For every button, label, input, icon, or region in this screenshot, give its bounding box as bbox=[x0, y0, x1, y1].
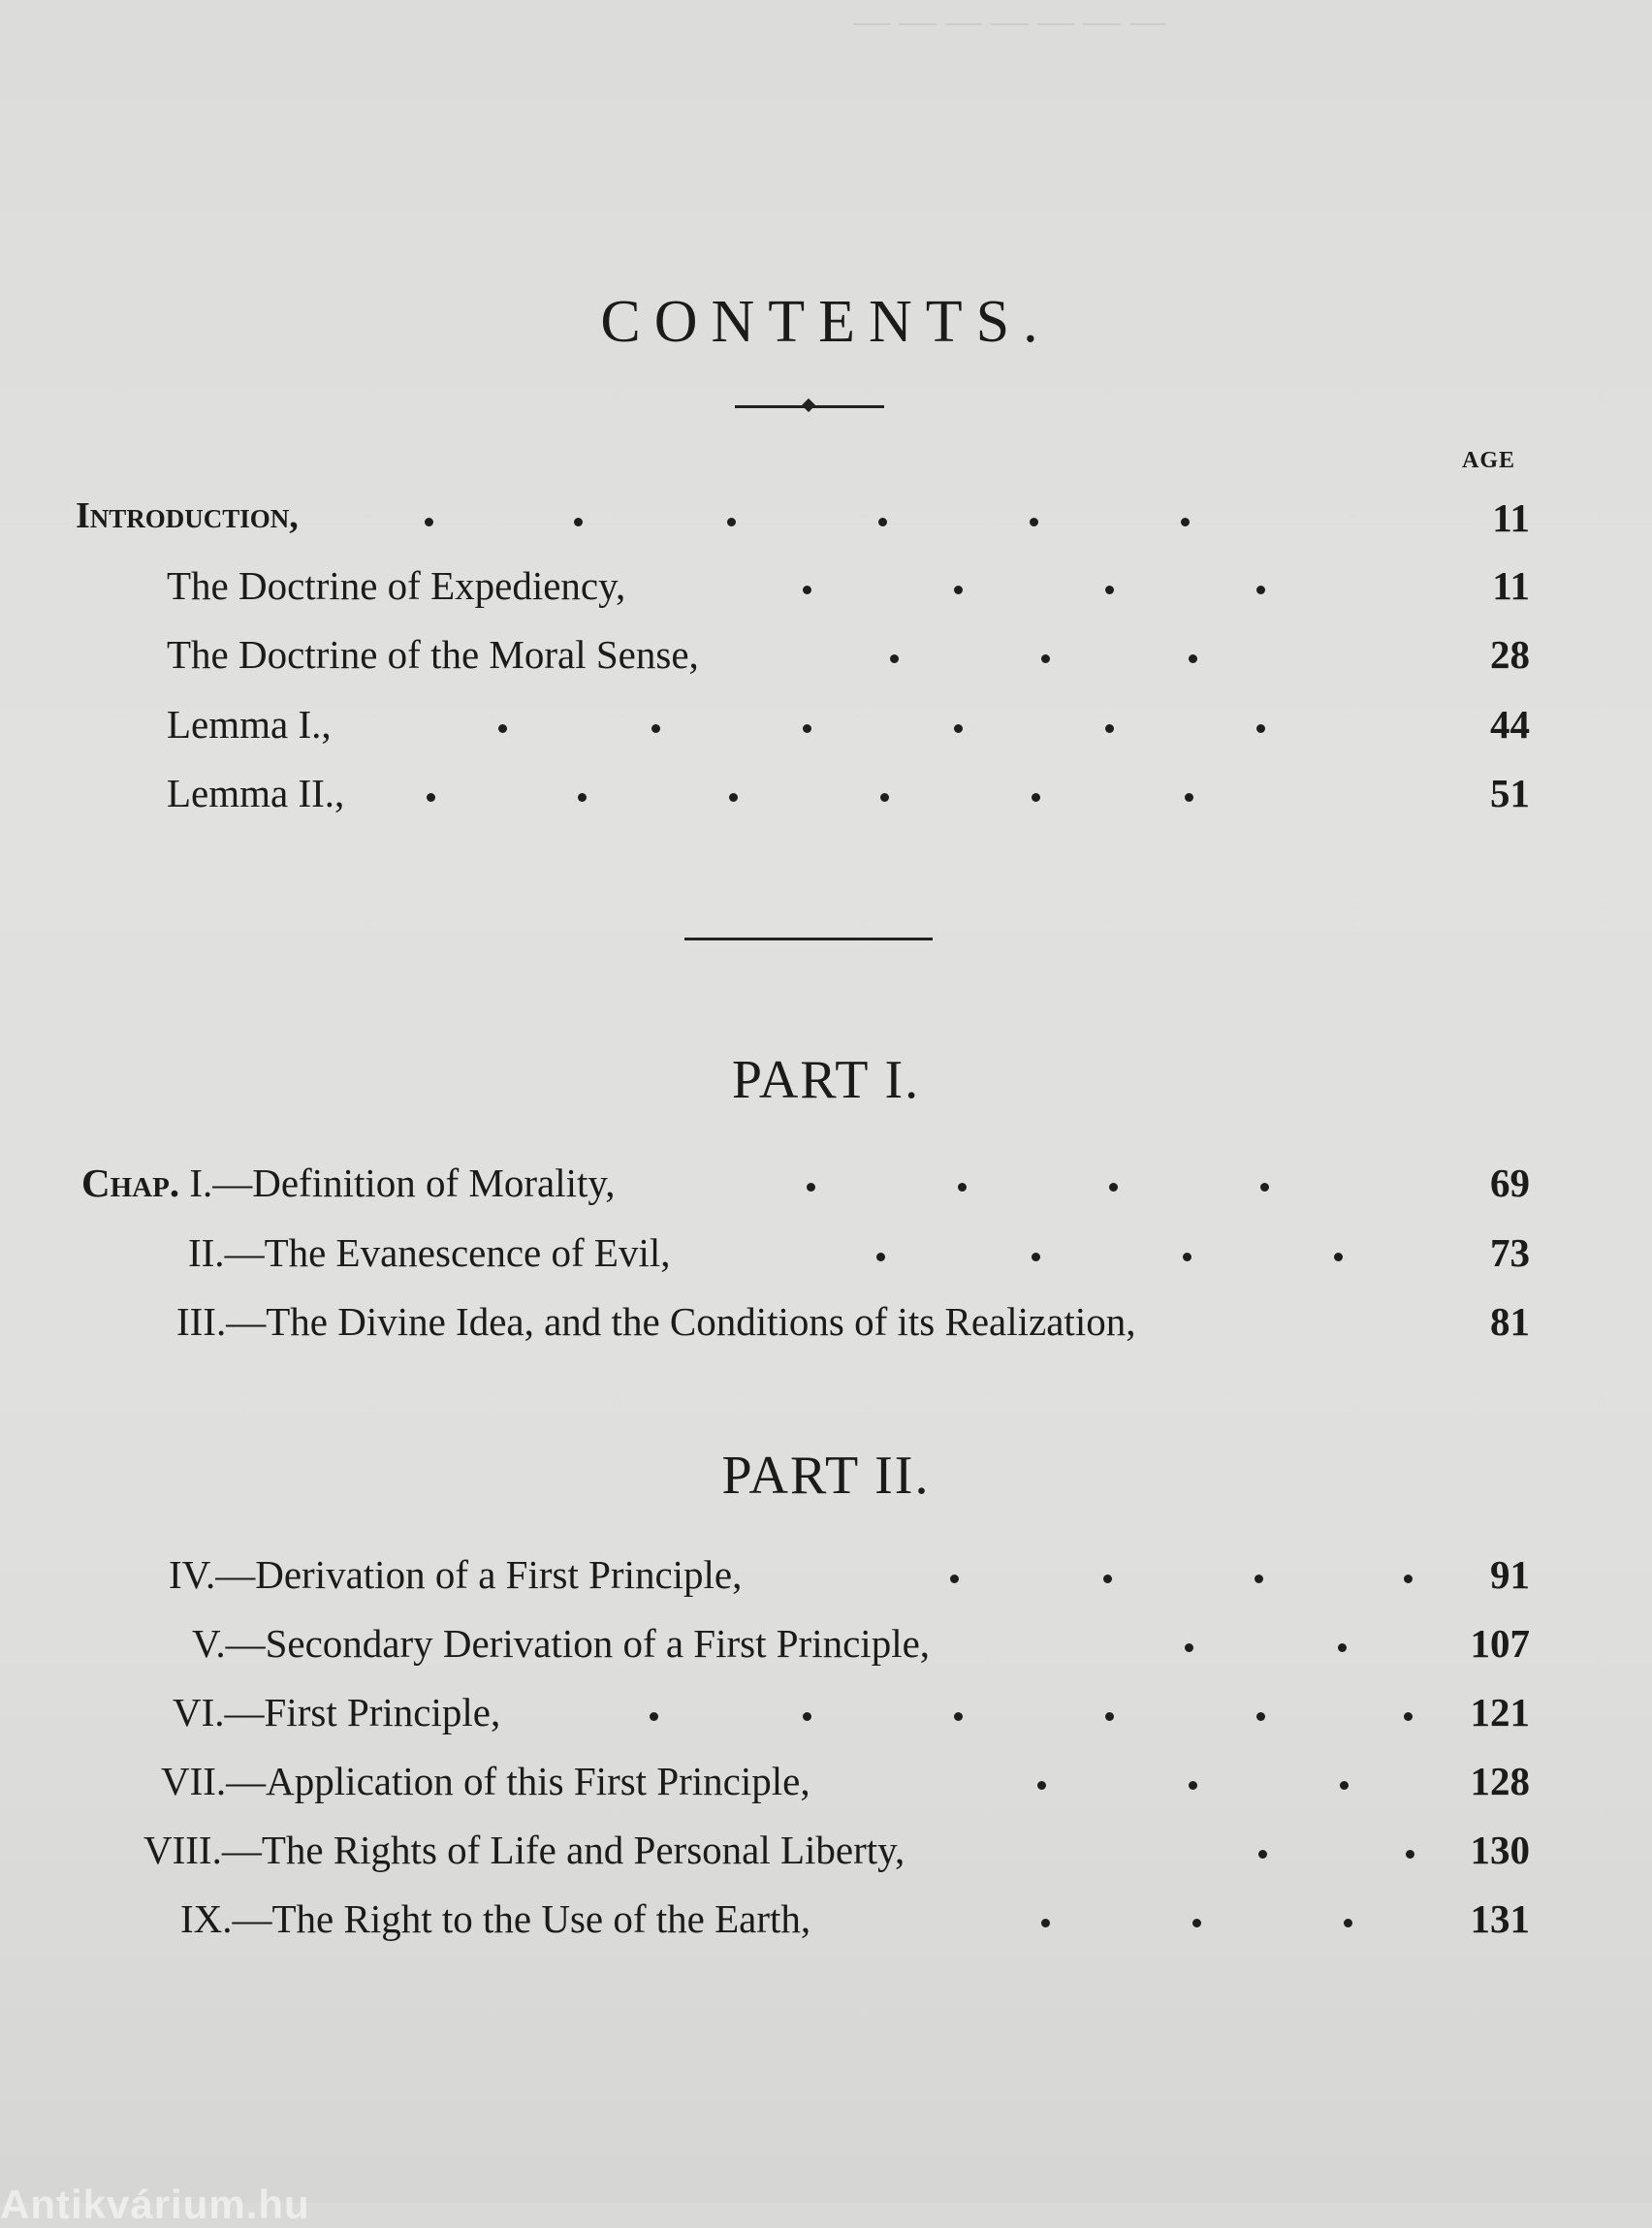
leader-dot bbox=[727, 518, 736, 526]
toc-entry-label bbox=[188, 1229, 670, 1276]
page-title: CONTENTS. bbox=[600, 288, 1052, 355]
toc-entry-label bbox=[161, 1758, 810, 1804]
chapter-title: —Definition of Morality, bbox=[212, 1161, 616, 1205]
toc-entry bbox=[0, 1689, 1652, 1747]
chapter-number: VII. bbox=[161, 1759, 227, 1803]
page-column-header: AGE bbox=[1462, 448, 1516, 473]
leader-dot bbox=[498, 724, 507, 733]
watermark: Antikvárium.hu bbox=[0, 2181, 310, 2227]
leader-dot bbox=[1255, 1575, 1263, 1583]
chapter-number: I. bbox=[189, 1161, 213, 1205]
toc-entry bbox=[0, 562, 1652, 621]
toc-entry-label: Lemma I., bbox=[167, 702, 332, 747]
leader-dot bbox=[1105, 1712, 1114, 1721]
toc-entry-label bbox=[173, 1689, 500, 1735]
leader-dot bbox=[425, 518, 433, 526]
leader-dot bbox=[1032, 1253, 1040, 1261]
chapter-title: —The Divine Idea, and the Conditions of its Realization, bbox=[226, 1299, 1136, 1344]
toc-entry bbox=[0, 1895, 1652, 1954]
leader-dot bbox=[427, 793, 435, 802]
part-heading: PART I. bbox=[731, 1050, 921, 1110]
leader-dot bbox=[1404, 1575, 1413, 1583]
toc-page-number: 51 bbox=[1490, 771, 1530, 815]
leader-dot bbox=[1041, 1919, 1050, 1927]
leader-dot bbox=[1185, 793, 1193, 802]
leader-dot bbox=[1105, 724, 1114, 733]
leader-dot bbox=[1344, 1919, 1352, 1927]
leader-dot bbox=[1340, 1781, 1349, 1790]
leader-dot bbox=[729, 793, 738, 802]
toc-page-number: 11 bbox=[1492, 563, 1530, 608]
leader-dot bbox=[1406, 1850, 1414, 1859]
leader-dot bbox=[1260, 1183, 1269, 1192]
leader-dot bbox=[803, 724, 811, 733]
chapter-title: —First Principle, bbox=[224, 1690, 501, 1735]
toc-entry-label: The Doctrine of the Moral Sense, bbox=[167, 632, 699, 677]
leader-dot bbox=[1256, 586, 1265, 594]
section-divider bbox=[684, 938, 933, 940]
chapter-number: VI. bbox=[173, 1690, 225, 1735]
toc-page-number: 69 bbox=[1490, 1161, 1530, 1205]
chapter-title: —Application of this First Principle, bbox=[226, 1759, 810, 1803]
leader-dot bbox=[1185, 1643, 1193, 1652]
toc-entry bbox=[0, 1298, 1652, 1356]
toc-entry bbox=[0, 1160, 1652, 1218]
leader-dot bbox=[1256, 724, 1265, 733]
toc-entry-introduction bbox=[0, 494, 1652, 553]
toc-entry-label bbox=[192, 1620, 930, 1667]
chapter-number: II. bbox=[188, 1230, 225, 1275]
toc-page-number: 28 bbox=[1490, 632, 1530, 677]
leader-dot bbox=[1181, 518, 1190, 526]
leader-dot bbox=[578, 793, 587, 802]
toc-page-number: 81 bbox=[1490, 1299, 1530, 1344]
chapter-number: III. bbox=[176, 1299, 227, 1344]
leader-dot bbox=[1037, 1781, 1046, 1790]
leader-dot bbox=[876, 1253, 885, 1261]
leader-dot bbox=[954, 586, 963, 594]
chapter-title: —The Rights of Life and Personal Liberty, bbox=[221, 1828, 905, 1872]
chapter-number: V. bbox=[192, 1621, 226, 1666]
toc-page-number: 121 bbox=[1470, 1690, 1530, 1735]
diamond-ornament-icon bbox=[802, 398, 815, 412]
leader-dot bbox=[1404, 1712, 1413, 1721]
toc-entry bbox=[0, 701, 1652, 759]
toc-page-number: 130 bbox=[1470, 1828, 1530, 1872]
leader-dot bbox=[803, 1712, 811, 1721]
part-heading: PART II. bbox=[721, 1446, 931, 1506]
leader-dot bbox=[1103, 1575, 1112, 1583]
leader-dot bbox=[1258, 1850, 1267, 1859]
leader-dot bbox=[890, 654, 899, 663]
toc-entry-label: Introduction, bbox=[76, 495, 299, 536]
toc-entry bbox=[0, 770, 1652, 828]
chapter-title: —The Evanescence of Evil, bbox=[224, 1230, 671, 1275]
chapter-title: —Secondary Derivation of a First Principle, bbox=[225, 1621, 931, 1666]
toc-entry-label: The Doctrine of Expediency, bbox=[167, 563, 626, 608]
leader-dot bbox=[803, 586, 811, 594]
bleed-through-decoration: — — — — — — — bbox=[853, 1, 1166, 42]
chapter-title: —The Right to the Use of the Earth, bbox=[232, 1896, 811, 1941]
leader-dot bbox=[1105, 586, 1114, 594]
leader-dot bbox=[1334, 1253, 1343, 1261]
leader-dot bbox=[1192, 1919, 1201, 1927]
leader-dot bbox=[1189, 1781, 1197, 1790]
leader-dot bbox=[650, 1712, 658, 1721]
leader-dot bbox=[1256, 1712, 1265, 1721]
ornamental-rule bbox=[735, 405, 884, 408]
chapter-number: VIII. bbox=[143, 1828, 222, 1872]
leader-dot bbox=[574, 518, 583, 526]
toc-entry-label bbox=[81, 1160, 615, 1206]
leader-dot bbox=[807, 1183, 815, 1192]
toc-entry-label bbox=[169, 1551, 742, 1598]
leader-dot bbox=[878, 518, 887, 526]
chapter-prefix: Chap. bbox=[81, 1161, 180, 1205]
toc-entry-label: Lemma II., bbox=[167, 771, 345, 815]
toc-entry bbox=[0, 1551, 1652, 1609]
toc-entry bbox=[0, 631, 1652, 689]
toc-page-number: 131 bbox=[1470, 1896, 1530, 1941]
leader-dot bbox=[880, 793, 889, 802]
toc-page-number: 107 bbox=[1470, 1621, 1530, 1666]
leader-dot bbox=[1189, 654, 1197, 663]
toc-page-number: 128 bbox=[1470, 1759, 1530, 1803]
leader-dot bbox=[651, 724, 660, 733]
toc-entry bbox=[0, 1620, 1652, 1678]
toc-page-number: 11 bbox=[1492, 495, 1530, 540]
chapter-number: IX. bbox=[180, 1896, 233, 1941]
leader-dot bbox=[1109, 1183, 1118, 1192]
leader-dot bbox=[1041, 654, 1050, 663]
leader-dot bbox=[954, 1712, 963, 1721]
leader-dot bbox=[1030, 518, 1038, 526]
toc-page-number: 73 bbox=[1490, 1230, 1530, 1275]
toc-entry bbox=[0, 1758, 1652, 1816]
leader-dot bbox=[954, 724, 963, 733]
toc-entry-label bbox=[143, 1827, 905, 1873]
leader-dot bbox=[1032, 793, 1040, 802]
leader-dot bbox=[958, 1183, 967, 1192]
toc-entry bbox=[0, 1827, 1652, 1885]
toc-entry-label bbox=[180, 1895, 810, 1942]
toc-entry bbox=[0, 1229, 1652, 1288]
chapter-number: IV. bbox=[169, 1552, 216, 1597]
toc-entry-label bbox=[176, 1298, 1135, 1345]
leader-dot bbox=[1338, 1643, 1347, 1652]
leader-dot bbox=[950, 1575, 959, 1583]
chapter-title: —Derivation of a First Principle, bbox=[215, 1552, 743, 1597]
leader-dot bbox=[1183, 1253, 1191, 1261]
toc-page-number: 44 bbox=[1490, 702, 1530, 747]
toc-page-number: 91 bbox=[1490, 1552, 1530, 1597]
